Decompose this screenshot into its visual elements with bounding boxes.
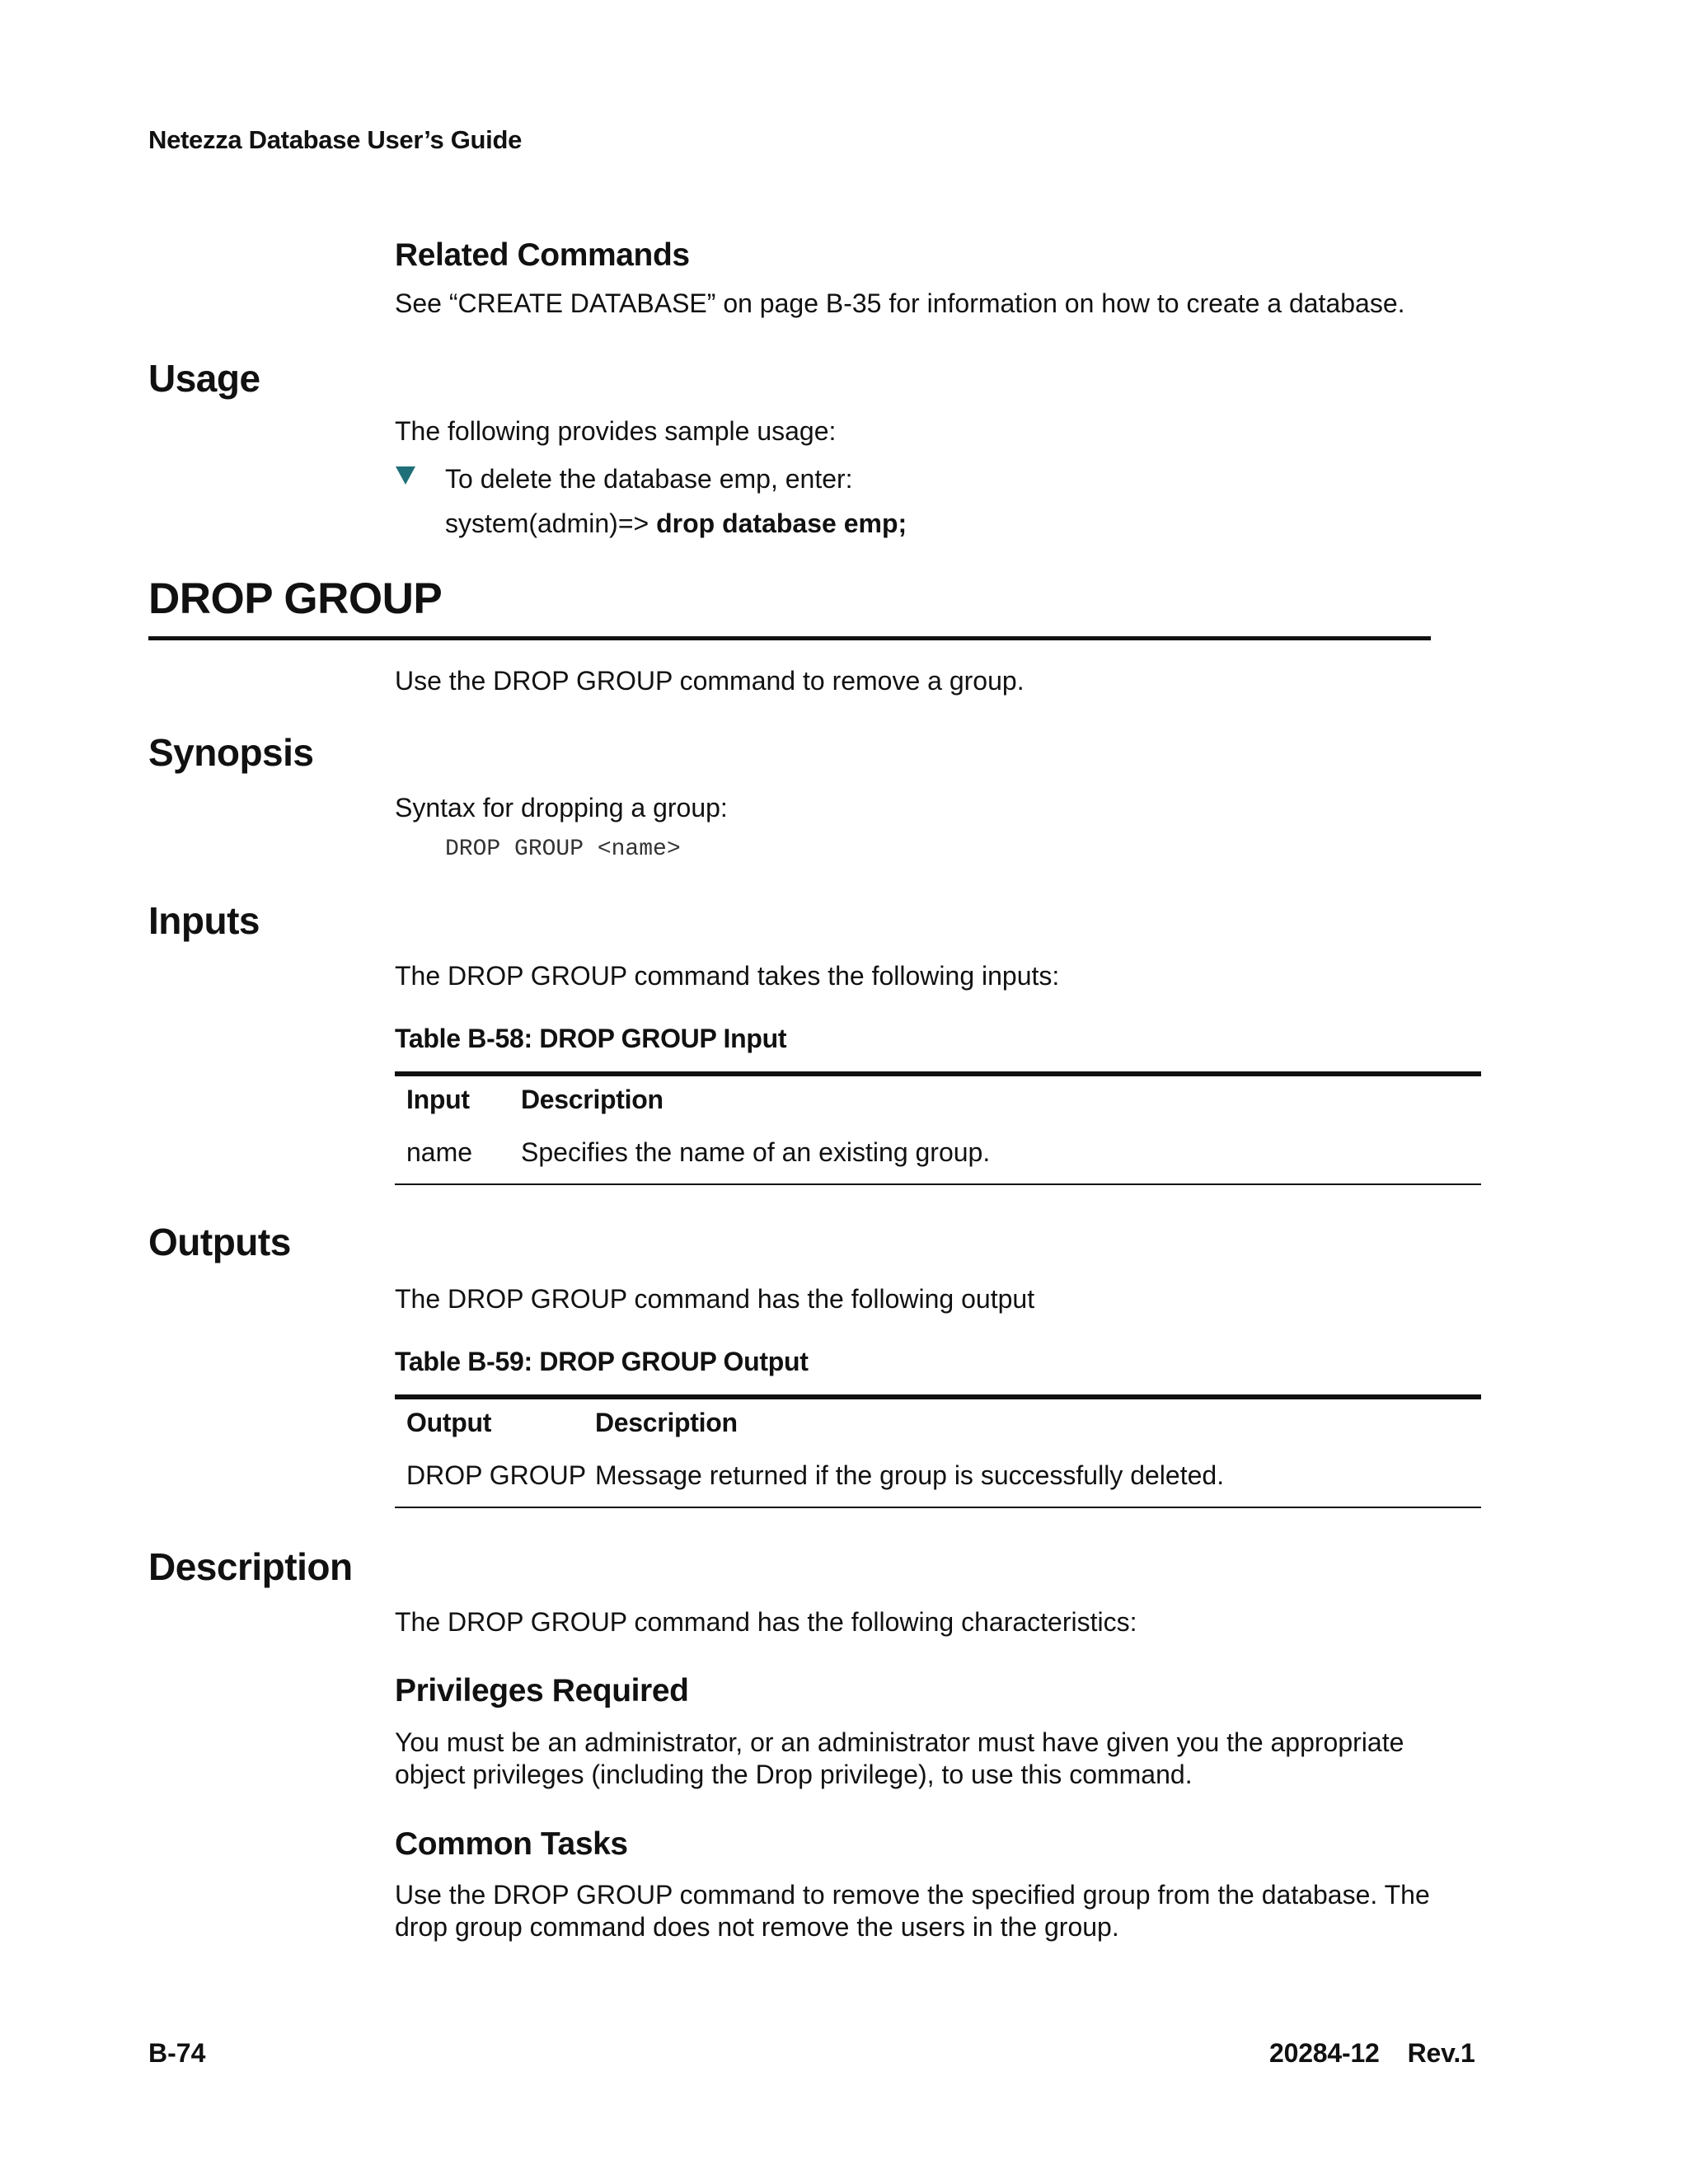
outputs-table <box>395 1394 1481 1510</box>
synopsis-text: Syntax for dropping a group: <box>395 793 728 823</box>
description-text: The DROP GROUP command has the following characteristics: <box>395 1607 1137 1637</box>
synopsis-code: DROP GROUP <name> <box>445 837 681 862</box>
privileges-heading: Privileges Required <box>395 1673 689 1708</box>
outputs-header-description: Description <box>595 1408 738 1437</box>
inputs-row-input: name <box>406 1137 473 1167</box>
usage-intro: The following provides sample usage: <box>395 416 837 446</box>
inputs-text: The DROP GROUP command takes the following inputs: <box>395 961 1060 991</box>
outputs-table-caption: Table B-59: DROP GROUP Output <box>395 1347 809 1376</box>
outputs-text: The DROP GROUP command has the following output <box>395 1284 1035 1314</box>
triangle-bullet-icon <box>396 466 415 485</box>
outputs-header-output: Output <box>406 1408 492 1437</box>
page-number: B-74 <box>148 2038 206 2068</box>
inputs-table <box>395 1071 1481 1187</box>
inputs-table-caption: Table B-58: DROP GROUP Input <box>395 1024 787 1053</box>
heading-rule <box>148 636 1431 640</box>
table-bottom-rule <box>395 1507 1481 1508</box>
related-commands-heading: Related Commands <box>395 237 690 273</box>
description-heading: Description <box>148 1545 353 1588</box>
common-tasks-line-1: Use the DROP GROUP command to remove the specified group from the database. The <box>395 1880 1430 1910</box>
outputs-row-description: Message returned if the group is successfully deleted. <box>595 1460 1225 1490</box>
privileges-line-2: object privileges (including the Drop privilege), to use this command. <box>395 1760 1193 1789</box>
drop-group-intro: Use the DROP GROUP command to remove a group. <box>395 666 1025 696</box>
common-tasks-line-2: drop group command does not remove the users in the group. <box>395 1912 1119 1942</box>
table-top-rule <box>395 1071 1481 1076</box>
revision: Rev.1 <box>1407 2038 1475 2068</box>
synopsis-heading: Synopsis <box>148 731 314 774</box>
inputs-row-description: Specifies the name of an existing group. <box>521 1137 991 1167</box>
outputs-row-output: DROP GROUP <box>406 1460 587 1490</box>
running-header: Netezza Database User’s Guide <box>148 125 523 154</box>
common-tasks-heading: Common Tasks <box>395 1826 628 1862</box>
doc-number: 20284-12 <box>1269 2038 1380 2068</box>
command-text: drop database emp; <box>656 509 907 538</box>
inputs-heading: Inputs <box>148 899 260 942</box>
related-commands-text: See “CREATE DATABASE” on page B-35 for information on how to create a database. <box>395 288 1405 318</box>
outputs-heading: Outputs <box>148 1221 291 1263</box>
usage-bullet-text: To delete the database emp, enter: <box>445 464 853 494</box>
table-bottom-rule <box>395 1183 1481 1185</box>
privileges-line-1: You must be an administrator, or an administrator must have given you the appropriate <box>395 1727 1404 1757</box>
drop-group-heading: DROP GROUP <box>148 574 443 623</box>
usage-heading: Usage <box>148 357 260 400</box>
table-top-rule <box>395 1394 1481 1399</box>
inputs-header-input: Input <box>406 1085 470 1114</box>
command-prompt: system(admin)=> <box>445 509 657 538</box>
doc-revision <box>1269 2038 1475 2069</box>
usage-command-line <box>445 509 907 539</box>
inputs-header-description: Description <box>521 1085 663 1114</box>
